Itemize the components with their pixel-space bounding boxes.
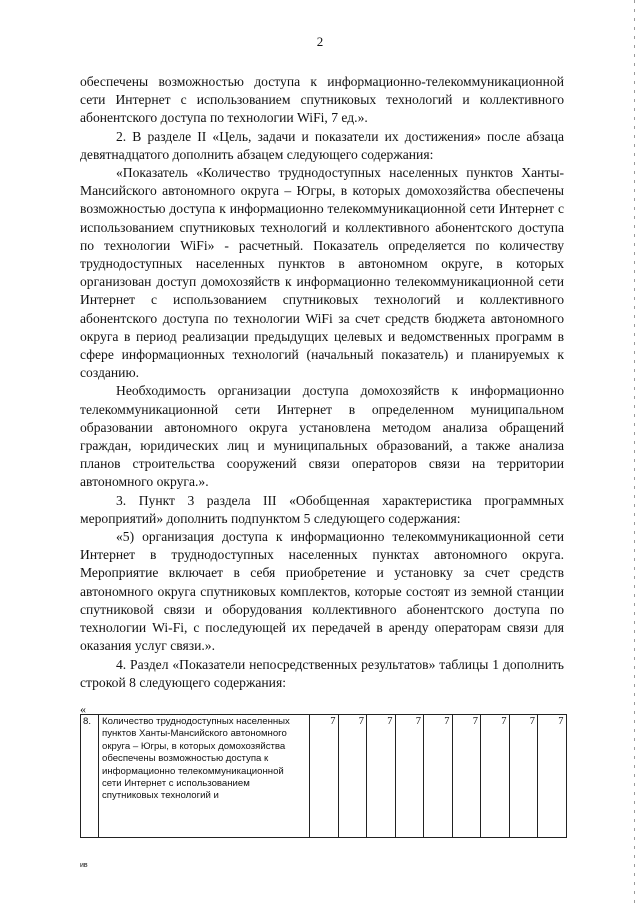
table-row xyxy=(81,715,567,838)
row-value-cell: 7 xyxy=(367,715,396,838)
paragraph: 4. Раздел «Показатели непосредственных результатов» таблицы 1 дополнить строкой 8 следующего содержания: xyxy=(80,656,564,690)
row-value-cell: 7 xyxy=(481,715,510,838)
row-value-cell: 7 xyxy=(424,715,453,838)
footer-mark: ив xyxy=(80,862,88,869)
row-number-cell: 8. xyxy=(81,715,99,838)
row-value-cell: 7 xyxy=(395,715,424,838)
paragraph: 2. В разделе II «Цель, задачи и показатели их достижения» после абзаца девятнадцатого дополнить абзацем следующего содержания: xyxy=(80,128,564,162)
row-value-cell: 7 xyxy=(452,715,481,838)
row-description-cell: Количество труднодоступных населенных пунктов Ханты-Мансийского автономного округа – Югры, в которых домохозяйства обеспечены возможностью доступа к информационно телекоммуникационной сети Интернет с использованием спутниковых технологий и xyxy=(99,715,310,838)
page-number: 2 xyxy=(316,34,324,49)
paragraph: «5) организация доступа к информационно телекоммуникационной сети Интернет в труднодоступных населенных пунктах автономного округа. Мероприятие включает в себя приобретение и установку за счет средств автономного округа спутниковых комплектов, которые состоят из земной станции спутниковой связи и оборудования коллективного абонентского доступа по технологии Wi-Fi, с последующей их передачей в аренду операторам связи для оказания услуг связи.». xyxy=(80,529,564,654)
paragraph: обеспечены возможностью доступа к информационно-телекоммуникационной сети Интернет с использованием спутниковых технологий и коллективного абонентского доступа по технологии WiFi, 7 ед.». xyxy=(80,74,564,126)
row-value-cell: 7 xyxy=(338,715,367,838)
indicator-table xyxy=(80,714,567,838)
scan-edge-divider xyxy=(634,0,635,905)
row-value-cell: 7 xyxy=(509,715,538,838)
document-body xyxy=(80,73,564,692)
paragraph: «Показатель «Количество труднодоступных населенных пунктов Ханты-Мансийского автономного округа – Югры, в которых домохозяйства обеспечены возможностью доступа к информационно телекоммуникационной сети Интернет с использованием спутниковых технологий и коллективного абонентского доступа по технологии WiFi» - расчетный. Показатель определяется по количеству труднодоступных населенных пунктов в автономном округе, в которых организован доступ домохозяйств к информационно телекоммуникационной сети Интернет с использованием спутниковых технологий и коллективного абонентского доступа по технологии WiFi за счет средств бюджета автономного округа в период реализации предыдущих целевых и ведомственных программ в сфере информационных технологий (начальный показатель) и планируемых к созданию. xyxy=(80,165,564,381)
row-value-cell: 7 xyxy=(310,715,339,838)
opening-quote: « xyxy=(80,702,86,716)
paragraph: 3. Пункт 3 раздела III «Обобщенная характеристика программных мероприятий» дополнить подпунктом 5 следующего содержания: xyxy=(80,492,564,526)
row-value-cell: 7 xyxy=(538,715,567,838)
paragraph: Необходимость организации доступа домохозяйств к информационно телекоммуникационной сети Интернет в определенном муниципальном образовании автономного округа установлена методом анализа обращений граждан, юридических лиц и муниципальных образований, а также анализа планов строительства сооружений связи операторов связи на территории автономного округа.». xyxy=(80,383,564,490)
